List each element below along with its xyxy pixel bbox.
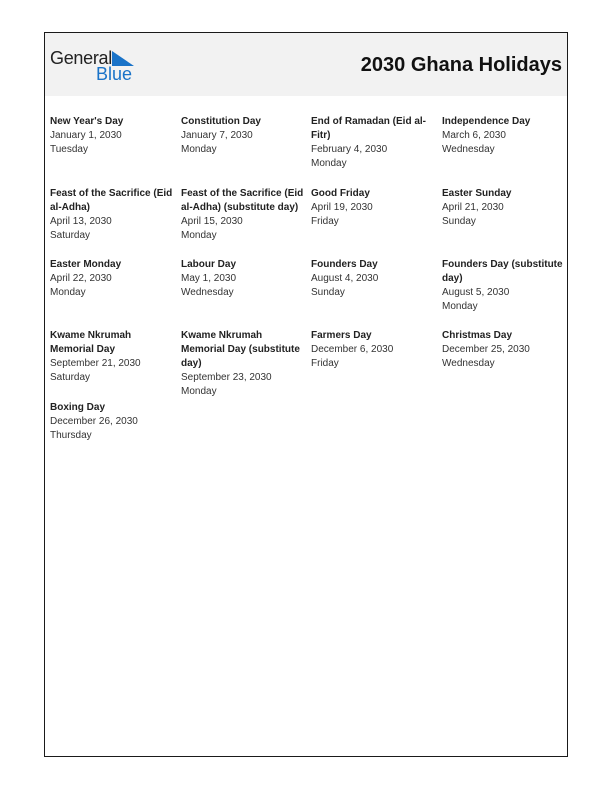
holiday-item <box>181 258 307 300</box>
holiday-weekday: Monday <box>50 287 86 298</box>
holiday-date: April 19, 2030 <box>311 202 373 213</box>
holiday-name: Farmers Day <box>311 330 372 341</box>
holiday-date: August 5, 2030 <box>442 287 510 298</box>
holiday-name: Easter Sunday <box>442 188 512 199</box>
holiday-weekday: Sunday <box>311 287 345 298</box>
holiday-name: Kwame Nkrumah Memorial Day (substitute day) <box>181 330 300 369</box>
holiday-weekday: Monday <box>181 230 217 241</box>
holiday-name: Feast of the Sacrifice (Eid al-Adha) <box>50 188 173 213</box>
holiday-weekday: Monday <box>181 386 217 397</box>
holiday-item <box>311 115 437 171</box>
holiday-name: Founders Day (substitute day) <box>442 259 563 284</box>
holiday-item <box>311 258 437 300</box>
holiday-item <box>181 115 307 157</box>
holiday-date: August 4, 2030 <box>311 273 379 284</box>
holiday-name: Feast of the Sacrifice (Eid al-Adha) (substitute day) <box>181 188 304 213</box>
holiday-date: March 6, 2030 <box>442 130 506 141</box>
holiday-name: End of Ramadan (Eid al-Fitr) <box>311 116 427 141</box>
holiday-weekday: Saturday <box>50 230 91 241</box>
holiday-name: Good Friday <box>311 188 370 199</box>
holiday-weekday: Wednesday <box>442 358 495 369</box>
holiday-name: Christmas Day <box>442 330 513 341</box>
holiday-date: February 4, 2030 <box>311 144 388 155</box>
holiday-item <box>442 329 568 371</box>
holiday-weekday: Thursday <box>50 430 92 441</box>
holiday-date: December 25, 2030 <box>442 344 530 355</box>
holiday-date: December 6, 2030 <box>311 344 394 355</box>
page-frame <box>44 32 568 757</box>
holiday-item <box>181 329 307 399</box>
holiday-date: April 21, 2030 <box>442 202 504 213</box>
holiday-item <box>311 187 437 229</box>
holiday-item <box>311 329 437 371</box>
holiday-name: Kwame Nkrumah Memorial Day <box>50 330 132 355</box>
holiday-item <box>50 329 176 385</box>
holiday-name: New Year's Day <box>50 116 124 127</box>
holiday-date: September 23, 2030 <box>181 372 272 383</box>
holiday-item <box>50 187 176 243</box>
header <box>45 33 567 96</box>
holiday-date: April 15, 2030 <box>181 216 243 227</box>
holiday-weekday: Tuesday <box>50 144 88 155</box>
holiday-item <box>50 401 176 443</box>
holiday-name: Independence Day <box>442 116 531 127</box>
holiday-date: January 7, 2030 <box>181 130 253 141</box>
holiday-weekday: Sunday <box>442 216 476 227</box>
logo <box>50 48 160 84</box>
holiday-date: April 13, 2030 <box>50 216 112 227</box>
holiday-weekday: Monday <box>311 158 347 169</box>
holiday-item <box>50 258 176 300</box>
holiday-date: December 26, 2030 <box>50 416 138 427</box>
holiday-weekday: Wednesday <box>181 287 234 298</box>
holiday-date: April 22, 2030 <box>50 273 112 284</box>
logo-blue-text: Blue <box>96 64 133 84</box>
holiday-name: Constitution Day <box>181 116 261 127</box>
holiday-weekday: Monday <box>442 301 478 312</box>
holiday-name: Labour Day <box>181 259 237 270</box>
holiday-name: Boxing Day <box>50 402 106 413</box>
logo-general-text: General <box>50 48 112 68</box>
holiday-weekday: Saturday <box>50 372 91 383</box>
holiday-weekday: Monday <box>181 144 217 155</box>
holiday-item <box>50 115 176 157</box>
holiday-name: Founders Day <box>311 259 378 270</box>
holiday-item <box>442 115 568 157</box>
holiday-date: January 1, 2030 <box>50 130 122 141</box>
holiday-name: Easter Monday <box>50 259 122 270</box>
holiday-weekday: Friday <box>311 216 339 227</box>
holiday-date: May 1, 2030 <box>181 273 237 284</box>
holiday-weekday: Friday <box>311 358 339 369</box>
holiday-date: September 21, 2030 <box>50 358 141 369</box>
holiday-item <box>442 187 568 229</box>
holiday-item <box>442 258 568 314</box>
holiday-item <box>181 187 307 243</box>
holiday-weekday: Wednesday <box>442 144 495 155</box>
page-title: 2030 Ghana Holidays <box>360 54 562 76</box>
